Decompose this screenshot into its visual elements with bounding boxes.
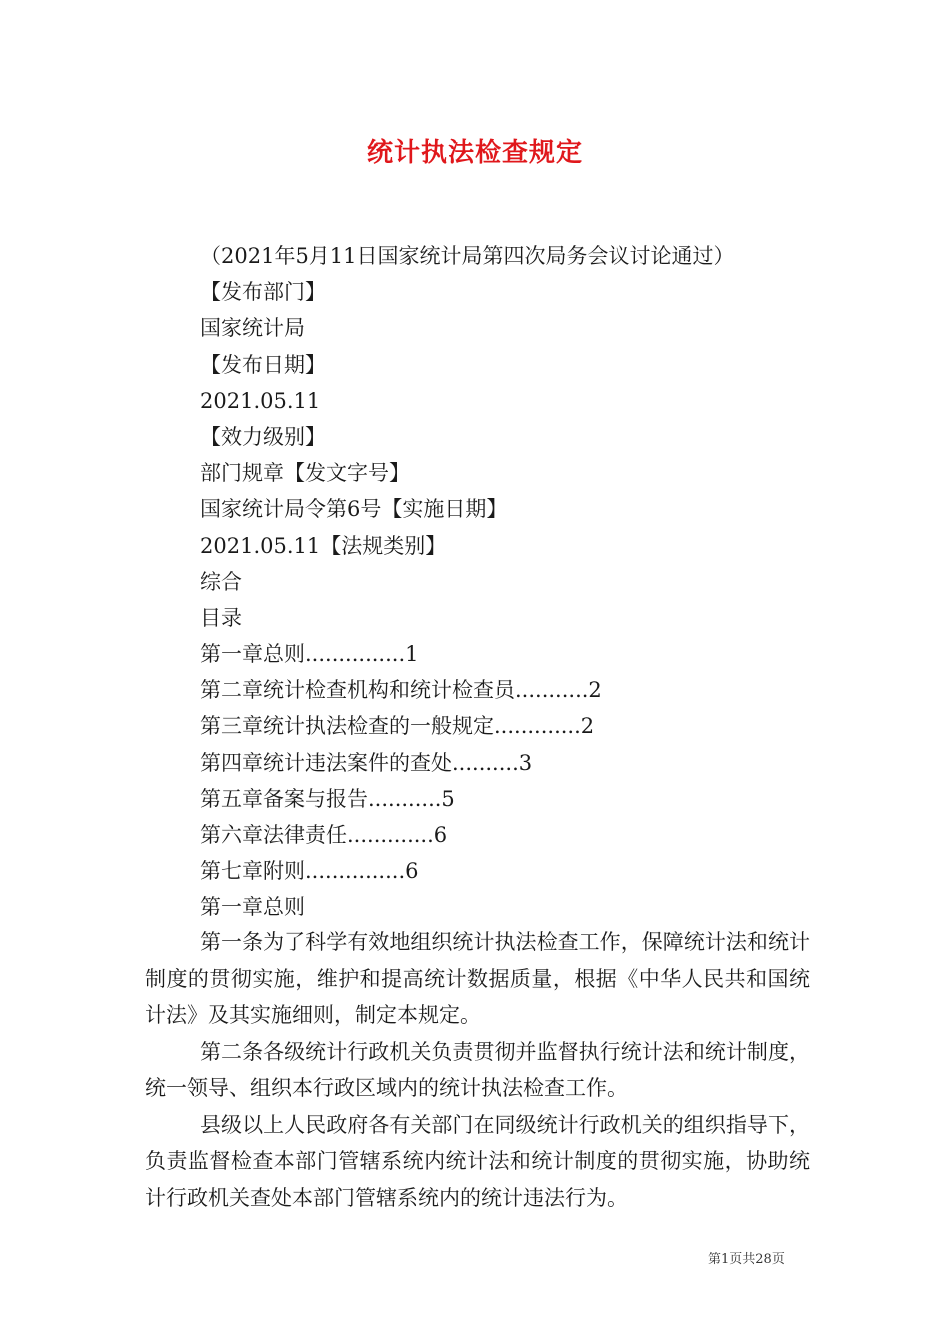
- article-paragraph: 县级以上人民政府各有关部门在同级统计行政机关的组织指导下，负责监督检查本部门管辖系统内统计法和统计制度的贯彻实施，协助统计行政机关查处本部门管辖系统内的统计违法行为。: [145, 1112, 810, 1210]
- meta-line-issuer-label: 【发布部门】: [200, 280, 326, 305]
- meta-line-category: 综合: [200, 569, 242, 594]
- toc-item: 第四章统计违法案件的查处..........3: [200, 750, 533, 775]
- toc-item: 第二章统计检查机构和统计检查员...........2: [200, 678, 602, 703]
- meta-line-doc-number: 国家统计局令第6号【实施日期】: [200, 497, 508, 522]
- toc-item: 第六章法律责任.............6: [200, 823, 448, 847]
- document-body: [145, 924, 810, 1216]
- toc-item: 第七章附则...............6: [200, 859, 419, 884]
- chapter-heading: 第一章总则: [200, 895, 305, 920]
- meta-line-level: 部门规章【发文字号】: [200, 461, 410, 486]
- page-footer: 第1页共28页: [708, 1252, 785, 1267]
- article-paragraph: 第二条各级统计行政机关负责贯彻并监督执行统计法和统计制度，统一领导、组织本行政区域内的统计执法检查工作。: [145, 1039, 810, 1100]
- meta-line-date: 2021.05.11: [200, 388, 321, 413]
- meta-line-adoption: （2021年5月11日国家统计局第四次局务会议讨论通过）: [200, 244, 735, 268]
- article-paragraph: 第一条为了科学有效地组织统计执法检查工作，保障统计法和统计制度的贯彻实施，维护和提高统计数据质量，根据《中华人民共和国统计法》及其实施细则，制定本规定。: [145, 930, 810, 1027]
- document-meta: [200, 238, 840, 926]
- toc-heading: 目录: [200, 605, 242, 630]
- meta-line-level-label: 【效力级别】: [200, 424, 326, 449]
- meta-line-effective-date: 2021.05.11【法规类别】: [200, 533, 447, 558]
- meta-line-date-label: 【发布日期】: [200, 352, 326, 377]
- toc-item: 第五章备案与报告...........5: [200, 786, 455, 811]
- toc-item: 第三章统计执法检查的一般规定.............2: [200, 714, 595, 739]
- meta-line-issuer: 国家统计局: [200, 316, 305, 341]
- toc-item: 第一章总则...............1: [200, 642, 419, 667]
- document-title: 统计执法检查规定: [366, 138, 583, 168]
